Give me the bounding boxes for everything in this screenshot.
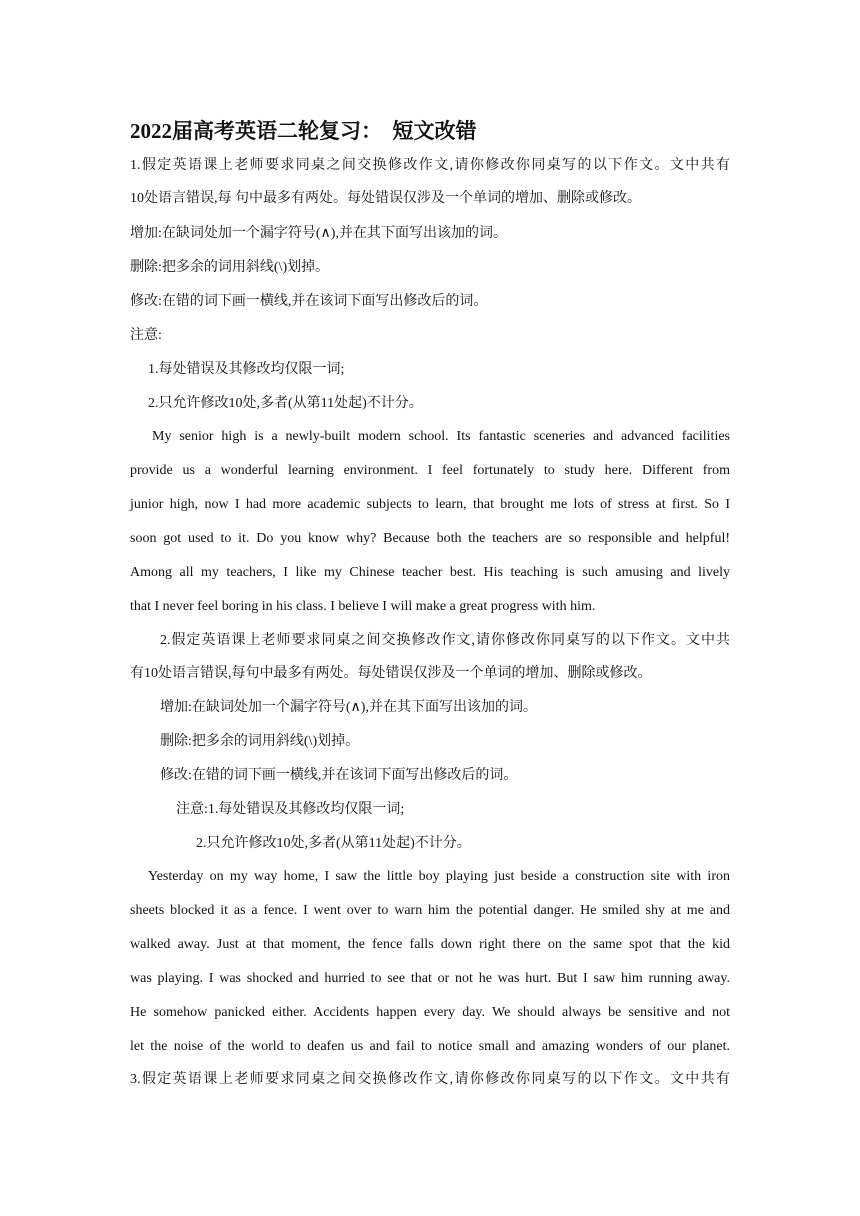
q1-note-item-2: 2.只允许修改10处,多者(从第11处起)不计分。 [148,396,423,411]
q1-delete-rule: 删除:把多余的词用斜线(\)划掉。 [130,260,330,275]
q2-note-item-1: 注意:1.每处错误及其修改均仅限一词; [176,802,405,817]
q2-add-rule: 增加:在缺词处加一个漏字符号(∧),并在其下面写出该加的词。 [160,700,537,715]
q1-intro-line-1: 1.假定英语课上老师要求同桌之间交换修改作文,请你修改你同桌写的以下作文。文中共有 [130,158,730,173]
q2-passage-line: let the noise of the world to deafen us and fail to notice small and amazing wonders of our planet. [130,1039,730,1054]
q2-passage-line: walked away. Just at that moment, the fence falls down right there on the same spot that the kid [130,937,730,952]
q2-intro-line-1: 2.假定英语课上老师要求同桌之间交换修改作文,请你修改你同桌写的以下作文。文中共 [160,633,730,648]
q2-passage-line: He somehow panicked either. Accidents happen every day. We should always be sensitive and not [130,1005,730,1020]
q1-passage-line: that I never feel boring in his class. I believe I will make a great progress with him. [130,599,596,614]
q2-passage-line: was playing. I was shocked and hurried to see that or not he was hurt. But I saw him running away. [130,971,730,986]
q1-modify-rule: 修改:在错的词下画一横线,并在该词下面写出修改后的词。 [130,294,488,309]
q2-note-item-2: 2.只允许修改10处,多者(从第11处起)不计分。 [196,836,471,851]
q1-intro-line-2: 10处语言错误,每 句中最多有两处。每处错误仅涉及一个单词的增加、删除或修改。 [130,191,641,206]
q2-delete-rule: 删除:把多余的词用斜线(\)划掉。 [160,734,360,749]
q1-passage-line: junior high, now I had more academic subjects to learn, that brought me lots of stress at first. So I [130,497,730,512]
q1-note-heading: 注意: [130,328,162,343]
q3-intro-line-1: 3.假定英语课上老师要求同桌之间交换修改作文,请你修改你同桌写的以下作文。文中共有 [130,1072,730,1087]
document-title: 2022届高考英语二轮复习： 短文改错 [130,119,477,143]
q2-intro-line-2: 有10处语言错误,每句中最多有两处。每处错误仅涉及一个单词的增加、删除或修改。 [130,666,652,681]
q1-passage-line: provide us a wonderful learning environment. I feel fortunately to study here. Different from [130,463,730,478]
q1-passage-line: soon got used to it. Do you know why? Because both the teachers are so responsible and helpful! [130,531,730,546]
q2-modify-rule: 修改:在错的词下画一横线,并在该词下面写出修改后的词。 [160,768,518,783]
q2-passage-line: Yesterday on my way home, I saw the little boy playing just beside a construction site with iron [148,869,730,884]
q1-add-rule: 增加:在缺词处加一个漏字符号(∧),并在其下面写出该加的词。 [130,226,507,241]
q1-passage-line: Among all my teachers, I like my Chinese teacher best. His teaching is such amusing and lively [130,565,730,580]
q2-passage-line: sheets blocked it as a fence. I went over to warn him the potential danger. He smiled shy at me and [130,903,730,918]
q1-note-item-1: 1.每处错误及其修改均仅限一词; [148,362,345,377]
q1-passage-line: My senior high is a newly-built modern school. Its fantastic sceneries and advanced facilities [152,429,730,444]
